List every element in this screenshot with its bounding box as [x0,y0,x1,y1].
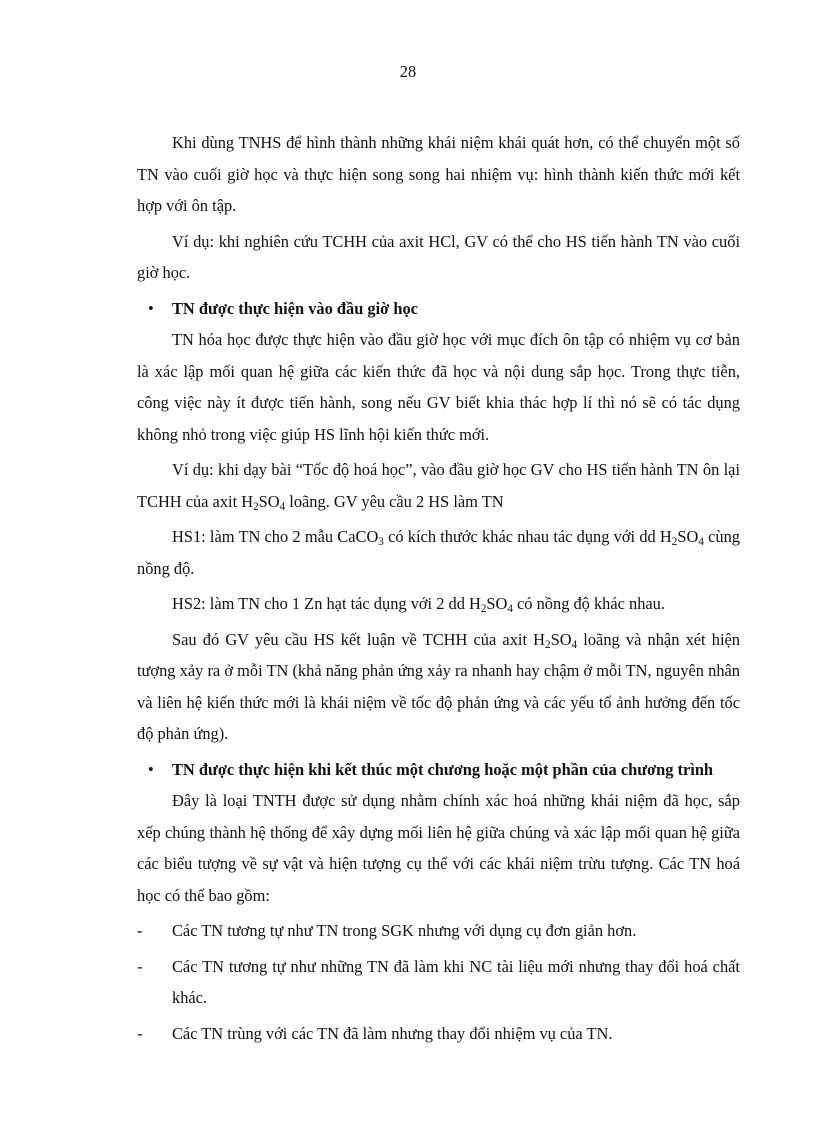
section-heading-text: TN được thực hiện vào đầu giờ học [172,298,418,318]
dash-icon: - [137,1023,143,1043]
list-item [137,951,740,1014]
paragraph-hs1: HS1: làm TN cho 2 mẫu CaCO$_3$ có kích thước khác nhau tác dụng với dd $H_2SO_4$ cùng nồng độ. [137,527,740,578]
dash-icon: - [137,921,143,940]
paragraph-intro: Khi dùng TNHS để hình thành những khái niệm khái quát hơn, có thể chuyển một số TN vào cuối giờ học và thực hiện song song hai nhiệm vụ: hình thành kiến thức mới kết hợp với ôn tập. [137,133,740,215]
list-item [137,1018,740,1050]
section-heading-start-of-lesson [137,293,740,325]
page-number: 28 [399,62,417,81]
paragraph-example-reaction-rate: Ví dụ: khi dạy bài “Tốc độ hoá học”, vào đầu giờ học GV cho HS tiến hành TN ôn lại TCHH của axit $H_2SO_4$ loãng. GV yêu cầu 2 HS làm TN [137,460,740,513]
list-item-text: Các TN tương tự như TN trong SGK nhưng với dụng cụ đơn giản hơn. [172,921,637,940]
paragraph-end-of-chapter: Đây là loại TNTH được sử dụng nhằm chính xác hoá những khái niệm đã học, sắp xếp chúng thành hệ thống để xây dựng mối liên hệ giữa chúng và xác lập mối quan hệ giữa các biểu tượng về sự vật và hiện tượng cụ thể với các khái niệm trừu tượng. Các TN hoá học có thể bao gồm: [137,791,740,905]
dash-icon: - [137,956,143,976]
bullet-icon: • [148,759,154,779]
bullet-icon: • [148,298,154,318]
paragraph-conclusion: Sau đó GV yêu cầu HS kết luận về TCHH của axit $H_2SO_4$ loãng và nhận xét hiện tượng xảy ra ở mỗi TN (khả năng phản ứng xảy ra nhanh hay chậm ở mỗi TN, nguyên nhân và liên hệ kiến thức mới là khái niệm về tốc độ phản ứng và các yếu tố ảnh hưởng đến tốc độ phản ứng). [137,629,740,743]
paragraph-start-of-lesson: TN hóa học được thực hiện vào đầu giờ học với mục đích ôn tập có nhiệm vụ cơ bản là xác lập mối quan hệ giữa các kiến thức đã học và nội dung sắp học. Trong thực tiễn, công việc này ít được tiến hành, song nếu GV biết khia thác hợp lí thì nó sẽ có tác dụng không nhỏ trong việc giúp HS lĩnh hội kiến thức mới. [137,330,740,444]
list-item-text: Các TN trùng với các TN đã làm nhưng thay đổi nhiệm vụ của TN. [172,1023,613,1043]
list-item-text: Các TN tương tự như những TN đã làm khi NC tài liệu mới nhưng thay đổi hoá chất khác. [172,956,740,1007]
paragraph-example-hcl: Ví dụ: khi nghiên cứu TCHH của axit HCl, GV có thể cho HS tiến hành TN vào cuối giờ học. [137,231,740,282]
list-item [137,915,740,947]
paragraph-hs2: HS2: làm TN cho 1 Zn hạt tác dụng với 2 dd $H_2SO_4$ có nồng độ khác nhau. [172,594,665,615]
section-heading-text: TN được thực hiện khi kết thúc một chương hoặc một phần của chương trình [172,759,714,779]
document-body [137,127,740,1049]
section-heading-end-of-chapter [137,754,740,786]
